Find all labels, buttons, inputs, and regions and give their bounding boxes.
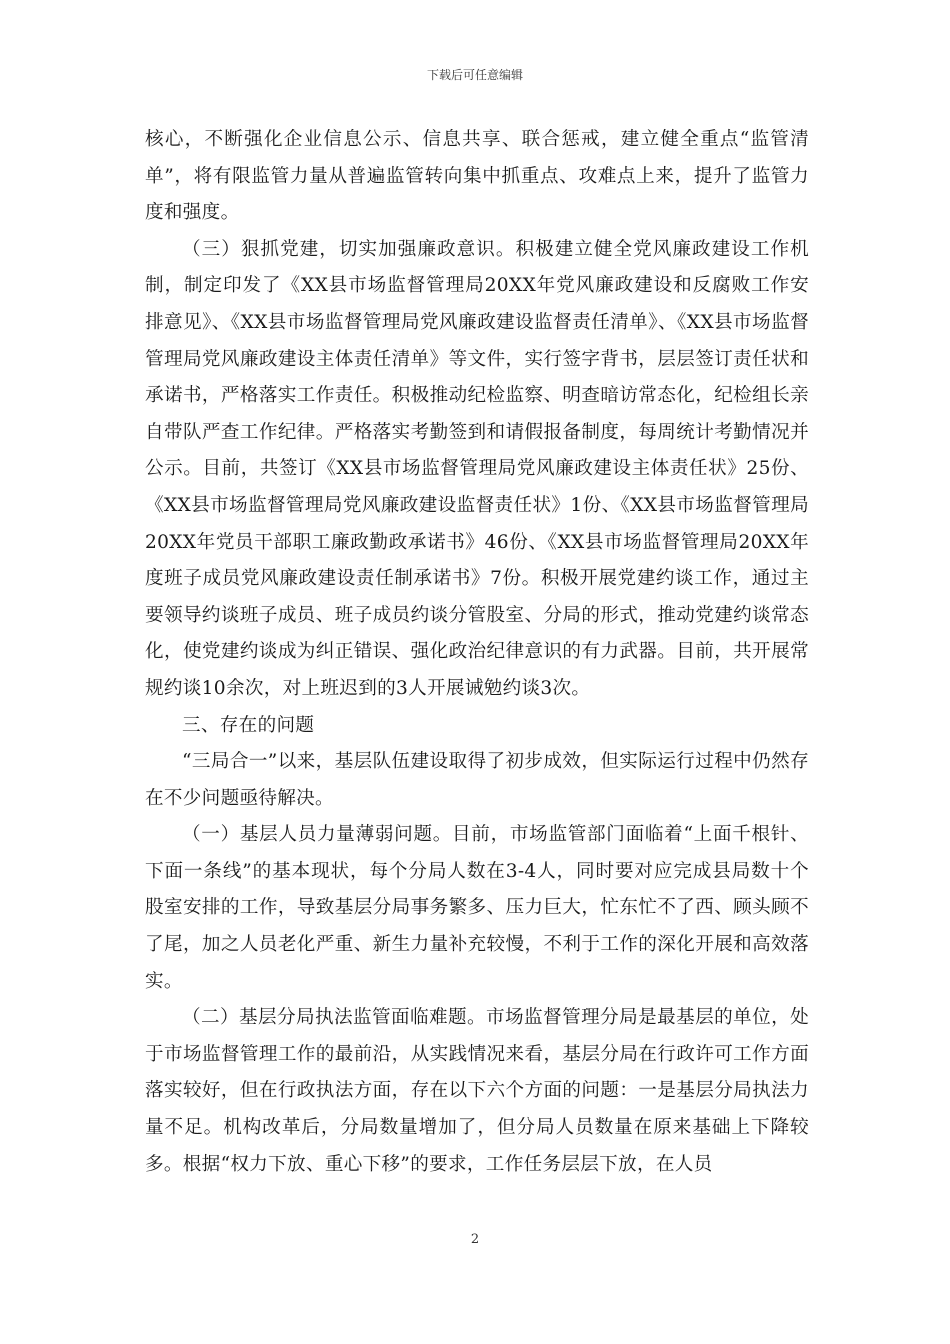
body-paragraph: （三）狠抓党建，切实加强廉政意识。积极建立健全党风廉政建设工作机制，制定印发了《XX县市场监督管理局20XX年党风廉政建设和反腐败工作安排意见》、《XX县市场监督管理局党风廉政建设监督责任清单》、《XX县市场监督管理局党风廉政建设主体责任清单》等文件，实行签字背书，层层签订责任状和承诺书，严格落实工作责任。积极推动纪检监察、明查暗访常态化，纪检组长亲自带队严查工作纪律。严格落实考勤签到和请假报备制度，每周统计考勤情况并公示。目前，共签订《XX县市场监督管理局党风廉政建设主体责任状》25份、《XX县市场监督管理局党风廉政建设监督责任状》1份、《XX县市场监督管理局20XX年党员干部职工廉政勤政承诺书》46份、《XX县市场监督管理局20XX年度班子成员党风廉政建设责任制承诺书》7份。积极开展党建约谈工作，通过主要领导约谈班子成员、班子成员约谈分管股室、分局的形式，推动党建约谈常态化，使党建约谈成为纠正错误、强化政治纪律意识的有力武器。目前，共开展常规约谈10余次，对上班迟到的3人开展诫勉约谈3次。 (145, 238, 809, 699)
body-paragraph: （二）基层分局执法监管面临难题。市场监督管理分局是最基层的单位，处于市场监督管理工作的最前沿，从实践情况来看，基层分局在行政许可工作方面落实较好，但在行政执法方面，存在以下六个方面的问题：一是基层分局执法力量不足。机构改革后，分局数量增加了，但分局人员数量在原来基础上下降较多。根据“权力下放、重心下移”的要求，工作任务层层下放，在人员 (145, 1007, 809, 1175)
body-paragraph: 核心，不断强化企业信息公示、信息共享、联合惩戒，建立健全重点“监管清单”，将有限监管力量从普遍监管转向集中抓重点、攻难点上来，提升了监管力度和强度。 (145, 129, 809, 224)
body-paragraph: “三局合一”以来，基层队伍建设取得了初步成效，但实际运行过程中仍然存在不少问题亟待解决。 (145, 751, 809, 809)
page-header: 下载后可任意编辑 (426, 68, 523, 82)
page-number: 2 (470, 1232, 480, 1247)
body-paragraph: （一）基层人员力量薄弱问题。目前，市场监管部门面临着“上面千根针、下面一条线”的基本现状，每个分局人数在3-4人，同时要对应完成县局数十个股室安排的工作，导致基层分局事务繁多、压力巨大，忙东忙不了西、顾头顾不了尾，加之人员老化严重、新生力量补充较慢，不利于工作的深化开展和高效落实。 (145, 824, 809, 992)
document-body (145, 122, 809, 1183)
section-heading: 三、存在的问题 (182, 714, 315, 736)
